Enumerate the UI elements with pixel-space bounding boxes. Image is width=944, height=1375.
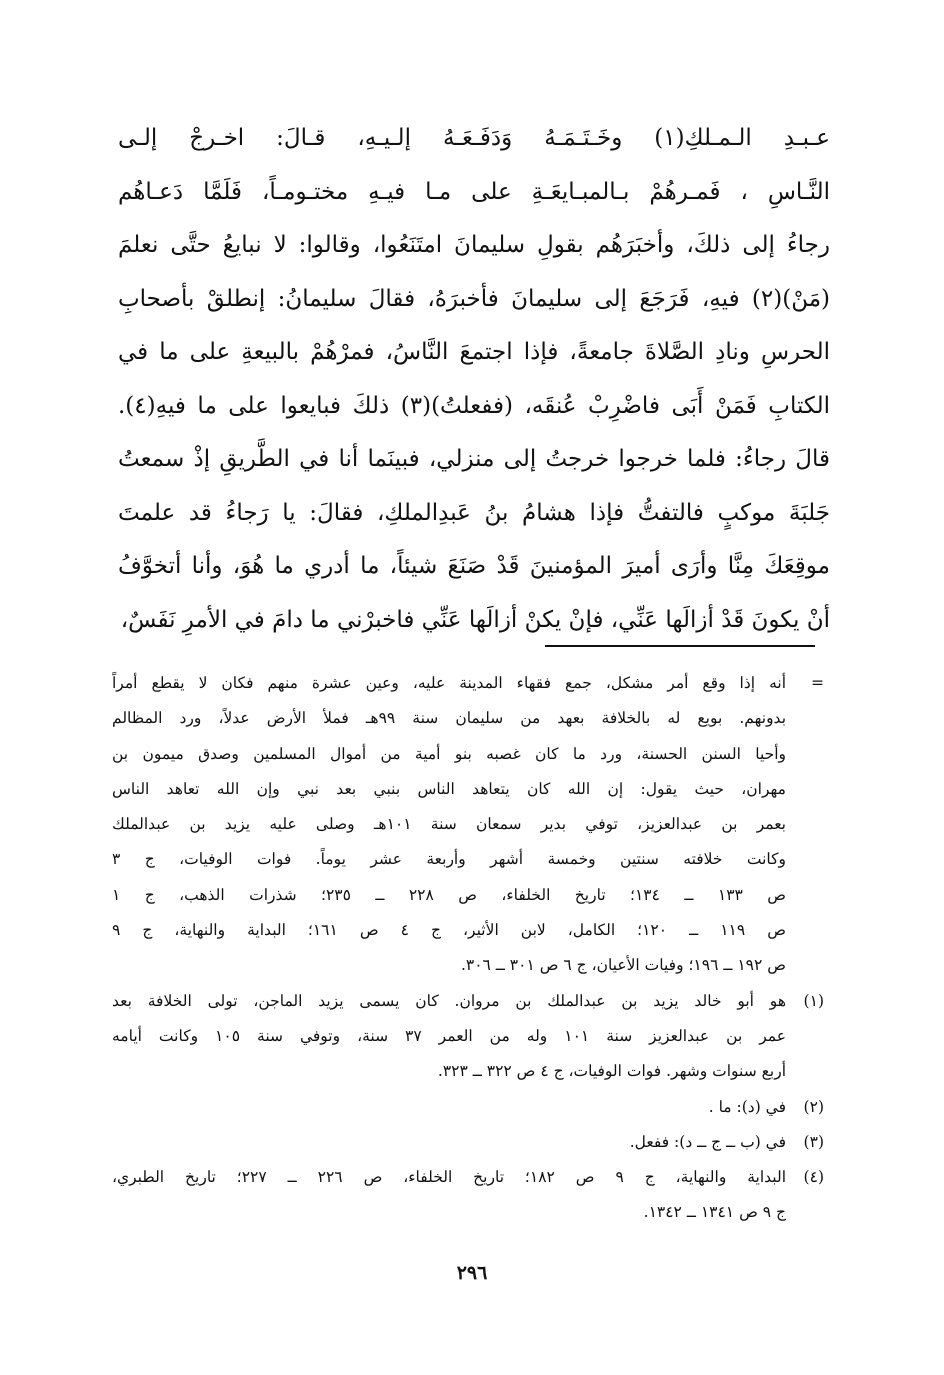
footnote-marker: (١)	[803, 991, 824, 1010]
footnote-line: في (د): ما .	[708, 1097, 786, 1116]
footnote-line: بعمر بن عبدالعزيز، توفي بدير سمعان سنة ١٠١هـ وصلى عليه يزيد بن عبدالملك	[112, 815, 786, 834]
footnote-line: عمر بن عبدالعزيز سنة ١٠١ وله من العمر ٣٧ سنة، وتوفي سنة ١٠٥ وكانت أيامه	[112, 1026, 786, 1045]
footnotes	[112, 666, 824, 1231]
main-text-block	[118, 112, 830, 647]
main-text-line: رجاءُ إلى ذلكَ، وأخبَرَهُم بقولِ سليمانَ امتَنَعُوا، وقالوا: لا نبايعُ حتَّى نعلمَ	[118, 232, 830, 258]
footnote-4	[112, 1160, 824, 1231]
footnote-marker: =	[811, 674, 824, 692]
main-text-line: النَّـاسِ ، فَمـرهُمْ بـالمبـايعَـةِ على مـا فيـهِ مختـومـاً، فَلَمَّا دَعـاهُم	[118, 178, 830, 205]
footnote-3	[112, 1125, 824, 1160]
footnote-1	[112, 984, 824, 1090]
footnote-line: مهران، حيث يقول: إن الله كان يتعاهد الناس بنبي بعد نبي وإن الله تعاهد الناس	[112, 779, 786, 798]
main-text-line: موقِعَكَ مِنَّا وأرَى أميرَ المؤمنينَ قَدْ صَنَعَ شيئاً، ما أدري ما هُوَ، وأنا أتخوَّفُ	[118, 553, 830, 579]
footnote-separator	[545, 645, 815, 647]
footnote-marker: (٤)	[803, 1168, 824, 1187]
footnote-line: ص ١٩٢ ــ ١٩٦؛ وفيات الأعيان، ج ٦ ص ٣٠١ ــ ٣٠٦.	[460, 956, 786, 975]
footnote-line: أربع سنوات وشهر. فوات الوفيات، ج ٤ ص ٣٢٢ ــ ٣٢٣.	[437, 1062, 786, 1081]
main-text-line: الكتابِ فَمَنْ أَبَى فاضْرِبْ عُنقَه، (ففعلتُ)(٣) ذلكَ فبايعوا على ما فيهِ(٤).	[118, 392, 830, 419]
main-text-line: جَلبَةَ موكبٍ فالتفتُّ فإذا هشامُ بنُ عَبدِالملكِ، فقالَ: يا رَجاءُ قد علمتَ	[118, 499, 830, 526]
footnote-line: وأحيا السنن الحسنة، ورد ما كان غصبه بنو أمية من أموال المسلمين وصدق ميمون بن	[112, 744, 786, 763]
footnote-marker: (٢)	[803, 1097, 824, 1116]
footnote-line: أنه إذا وقع أمر مشكل، جمع فقهاء المدينة عليه، وعين عشرة منهم فكان لا يقطع أمراً	[112, 674, 786, 692]
footnote-line: هو أبو خالد يزيد بن عبدالملك بن مروان. كان يسمى يزيد الماجن، تولى الخلافة بعد	[112, 991, 786, 1010]
main-text-line: قالَ رجاءُ: فلما خرجوا خرجتُ إلى منزلي، فبينَما أنا في الطَّريقِ إذْ سمعتُ	[118, 446, 830, 472]
main-text-line: الحرسِ ونادِ الصَّلاةَ جامعةً، فإذا اجتمعَ النَّاسُ، فمرْهُمْ بالبيعةِ على ما في	[118, 339, 830, 365]
footnote-line: البداية والنهاية، ج ٩ ص ١٨٢؛ تاريخ الخلفاء، ص ٢٢٦ ــ ٢٢٧؛ تاريخ الطبري،	[112, 1168, 786, 1187]
footnote-2	[112, 1090, 824, 1125]
main-text-line: أنْ يكونَ قَدْ أزالَها عَنِّي، فإنْ يكنْ أزالَها عَنِّي فاخبرْني ما دامَ في الأمرِ نَفَسٌ،	[120, 606, 830, 633]
footnote-line: ج ٩ ص ١٣٤١ ــ ١٣٤٢.	[643, 1203, 786, 1222]
page-number: ٢٩٦	[456, 1262, 488, 1284]
main-text-line: عـبـدِ الـمـلكِ(١) وخَـتَـمَـهُ وَدَفَـعَـهُ إلـيـهِ، قـالَ: اخـرجْ إلـى	[118, 125, 830, 151]
footnote-line: ص ١٣٣ ــ ١٣٤؛ تاريخ الخلفاء، ص ٢٢٨ ــ ٢٣٥؛ شذرات الذهب، ج ١	[112, 885, 786, 904]
footnote-line: وكانت خلافته سنتين وخمسة أشهر وأربعة عشر يوماً. فوات الوفيات، ج ٣	[112, 850, 786, 869]
footnote-marker: (٣)	[803, 1132, 824, 1151]
footnote-line: في (ب ــ ج ــ د): ففعل.	[629, 1132, 786, 1151]
main-text-line: (مَنْ)(٢) فيهِ، فَرَجَعَ إلى سليمانَ فأخبرَهُ، فقالَ سليمانُ: إنطلقْ بأصحابِ	[118, 285, 830, 312]
footnote-line: ص ١١٩ ــ ١٢٠؛ الكامل، لابن الأثير، ج ٤ ص ١٦١؛ البداية والنهاية، ج ٩	[112, 921, 786, 940]
footnote-line: بدونهم. بويع له بالخلافة بعهد من سليمان سنة ٩٩هـ فملأ الأرض عدلاً، ورد المظالم	[112, 709, 786, 728]
footnote-continued	[112, 666, 824, 984]
